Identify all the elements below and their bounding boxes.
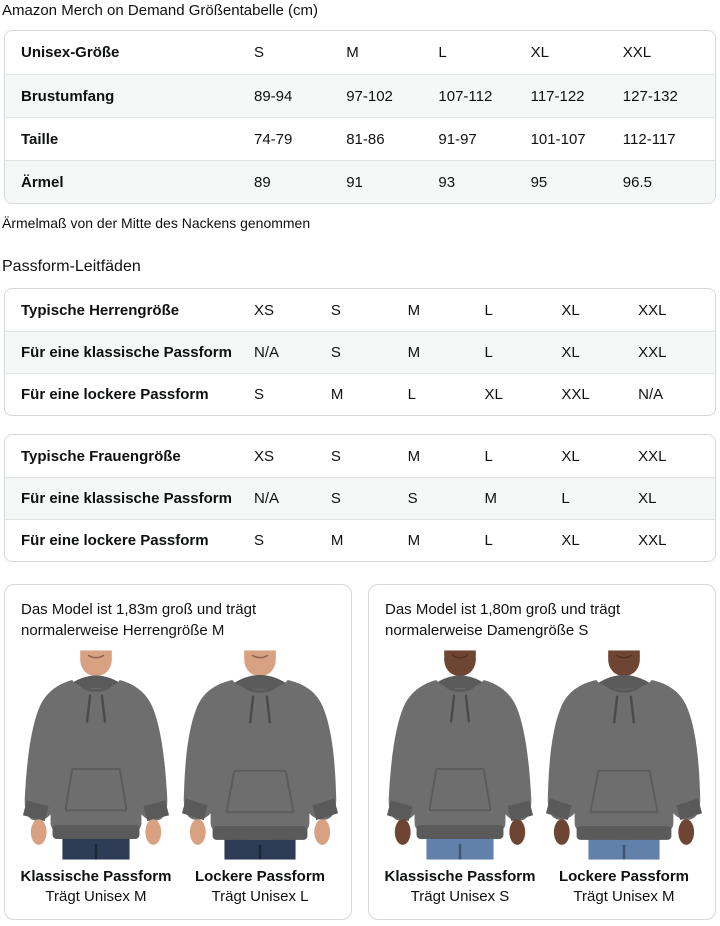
figure-classic-fit — [380, 649, 540, 907]
measurement-value: 91-97 — [438, 130, 477, 148]
size-column-header: XL — [530, 44, 549, 61]
row-label: Taille — [21, 130, 59, 148]
measurement-value: 97-102 — [346, 87, 393, 105]
female-model-card — [368, 584, 716, 920]
fit-size-value: L — [561, 490, 570, 507]
size-table-header-row — [5, 31, 715, 74]
row-label: Für eine klassische Passform — [21, 344, 232, 361]
measurement-value: 91 — [346, 173, 363, 191]
female-classic-fit-photo — [381, 649, 539, 861]
fit-size-value: XXL — [638, 532, 667, 549]
fit-size-value: N/A — [254, 490, 280, 507]
fit-size-value: S — [330, 447, 341, 465]
fit-table-row — [5, 331, 715, 373]
fit-size-value: N/A — [638, 386, 664, 403]
fit-size-value: XL — [561, 447, 580, 465]
female-loose-fit-photo — [545, 649, 703, 861]
womens-fit-table — [4, 434, 716, 562]
fit-size-value: XXL — [638, 301, 667, 319]
table-row-waist — [5, 117, 715, 160]
fit-size-value: XL — [561, 301, 580, 319]
size-column-header: S — [254, 44, 265, 61]
size-column-header: L — [438, 44, 447, 61]
fit-guides-heading: Passform-Leitfäden — [2, 258, 141, 275]
measurement-value: 89 — [254, 173, 271, 191]
model-cards-row — [4, 584, 716, 920]
male-classic-fit-photo — [17, 649, 175, 861]
fit-size-value: M — [407, 301, 421, 319]
measurement-value: 101-107 — [530, 130, 586, 148]
figure-classic-fit — [16, 649, 176, 907]
fit-size-value: XS — [254, 301, 275, 319]
figure-loose-fit — [180, 649, 340, 907]
sleeve-measurement-note: Ärmelmaß von der Mitte des Nackens genommen — [2, 215, 311, 231]
fit-size-value: XXL — [638, 447, 667, 465]
fit-size-value: S — [330, 490, 341, 507]
model-description: Das Model ist 1,80m groß und trägt normalerweise Damengröße S — [385, 601, 621, 639]
row-label: Für eine klassische Passform — [21, 490, 232, 507]
fit-size-value: L — [484, 447, 493, 465]
fit-size-value: XS — [254, 447, 275, 465]
size-caption: Trägt Unisex M — [45, 888, 147, 905]
measurement-value: 96.5 — [622, 173, 652, 191]
fit-size-value: S — [330, 301, 341, 319]
table-row-sleeve — [5, 160, 715, 203]
fit-size-value: S — [407, 490, 418, 507]
size-caption: Trägt Unisex L — [211, 888, 309, 905]
fit-caption: Lockere Passform — [558, 868, 690, 885]
fit-size-value: L — [484, 301, 493, 319]
fit-size-value: XL — [484, 386, 503, 403]
model-description: Das Model ist 1,83m groß und trägt normalerweise Herrengröße M — [21, 601, 257, 639]
fit-size-value: S — [254, 386, 265, 403]
unisex-size-table — [4, 30, 716, 204]
model-figures — [15, 649, 341, 907]
page-title: Amazon Merch on Demand Größentabelle (cm) — [2, 2, 318, 19]
fit-table-row — [5, 373, 715, 415]
model-figures — [379, 649, 705, 907]
fit-size-value: S — [330, 344, 341, 361]
measurement-value: 95 — [530, 173, 548, 191]
measurement-value: 107-112 — [438, 87, 493, 105]
mens-fit-table — [4, 288, 716, 416]
table-row-chest — [5, 74, 715, 117]
fit-size-value: M — [330, 532, 344, 549]
row-label: Brustumfang — [21, 87, 115, 105]
fit-caption: Lockere Passform — [194, 868, 326, 885]
fit-size-value: M — [407, 447, 421, 465]
size-table-header-label: Unisex-Größe — [21, 44, 120, 61]
male-loose-fit-photo — [181, 649, 339, 861]
measurement-value: 112-117 — [622, 130, 676, 148]
fit-table-row — [5, 519, 715, 561]
measurement-value: 117-122 — [530, 87, 585, 105]
fit-size-value: XXL — [638, 344, 667, 361]
fit-size-value: M — [330, 386, 344, 403]
fit-size-value: XL — [561, 532, 580, 549]
row-label: Typische Frauengröße — [21, 447, 181, 465]
fit-size-value: XXL — [561, 386, 590, 403]
measurement-value: 93 — [438, 173, 456, 191]
fit-table-row — [5, 289, 715, 331]
fit-caption: Klassische Passform — [384, 868, 536, 885]
size-column-header: XXL — [622, 44, 652, 61]
fit-size-value: XL — [638, 490, 657, 507]
size-column-header: M — [346, 44, 359, 61]
measurement-value: 74-79 — [254, 130, 293, 148]
fit-size-value: L — [407, 386, 416, 403]
fit-size-value: M — [484, 490, 497, 507]
fit-size-value: L — [484, 344, 493, 361]
figure-loose-fit — [544, 649, 704, 907]
fit-caption: Klassische Passform — [20, 868, 172, 885]
fit-size-value: M — [407, 344, 421, 361]
row-label: Ärmel — [21, 173, 64, 191]
measurement-value: 89-94 — [254, 87, 293, 105]
fit-size-value: XL — [561, 344, 580, 361]
row-label: Für eine lockere Passform — [21, 532, 209, 549]
size-caption: Trägt Unisex S — [410, 888, 510, 905]
row-label: Für eine lockere Passform — [21, 386, 209, 403]
fit-size-value: L — [484, 532, 493, 549]
fit-size-value: M — [407, 532, 421, 549]
fit-table-row — [5, 435, 715, 477]
size-caption: Trägt Unisex M — [573, 888, 675, 905]
fit-table-row — [5, 477, 715, 519]
measurement-value: 81-86 — [346, 130, 385, 148]
row-label: Typische Herrengröße — [21, 301, 180, 319]
measurement-value: 127-132 — [622, 87, 678, 105]
fit-size-value: N/A — [254, 344, 280, 361]
fit-size-value: S — [254, 532, 265, 549]
male-model-card — [4, 584, 352, 920]
